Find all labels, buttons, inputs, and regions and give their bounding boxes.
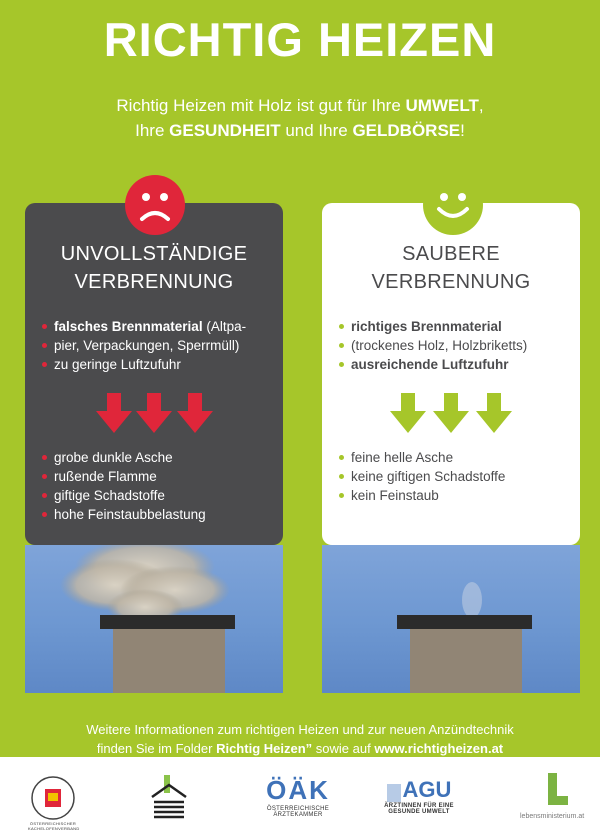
subtitle-bold-gesundheit: GESUNDHEIT bbox=[169, 121, 281, 140]
subtitle-text: und Ihre bbox=[280, 121, 353, 140]
list-item: grobe dunkle Asche bbox=[40, 448, 280, 467]
chimney-clean-photo bbox=[322, 545, 580, 693]
panel-clean-combustion bbox=[322, 203, 580, 545]
aerztekammer-logo: ÖÄK ÖSTERREICHISCHE ÄRZTEKAMMER bbox=[266, 775, 330, 818]
sad-face-icon bbox=[125, 175, 185, 235]
footer-line-1: Weitere Informationen zum richtigen Heizen und zur neuen Anzündtechnik bbox=[86, 722, 514, 737]
effects-list bbox=[337, 448, 577, 505]
subtitle-text: , bbox=[478, 96, 484, 115]
list-item: giftige Schadstoffe bbox=[40, 486, 280, 505]
heading-line: VERBRENNUNG bbox=[371, 271, 531, 293]
list-item: ausreichende Luftzufuhr bbox=[337, 355, 577, 374]
lebensministerium-logo: lebensministerium.at bbox=[520, 771, 594, 820]
subtitle-text: Richtig Heizen mit Holz ist gut für Ihre bbox=[116, 96, 406, 115]
effects-list bbox=[40, 448, 280, 524]
arrow-down-icon bbox=[134, 393, 174, 433]
list-item: richtiges Brennmaterial bbox=[337, 317, 577, 336]
list-item: rußende Flamme bbox=[40, 467, 280, 486]
subtitle-bold-umwelt: UMWELT bbox=[405, 96, 479, 115]
arrow-down-icon bbox=[94, 393, 134, 433]
arrows-red bbox=[25, 393, 283, 433]
panel-heading bbox=[25, 240, 283, 296]
subtitle bbox=[0, 93, 600, 143]
arrow-down-icon bbox=[388, 393, 428, 433]
house-chimney-logo bbox=[150, 775, 188, 819]
agu-mark-icon bbox=[387, 784, 401, 802]
causes-list bbox=[337, 317, 577, 374]
subtitle-bold-geldboerse: GELDBÖRSE bbox=[352, 121, 461, 140]
panel-incomplete-combustion bbox=[25, 203, 283, 545]
subtitle-text: Ihre bbox=[135, 121, 170, 140]
chimney-smoke-photo bbox=[25, 545, 283, 693]
list-item-continuation: (trockenes Holz, Holzbriketts) bbox=[337, 336, 577, 355]
list-item: feine helle Asche bbox=[337, 448, 577, 467]
agu-logo: AGU ÄRZTINNEN FÜR EINE GESUNDE UMWELT bbox=[384, 777, 454, 815]
kachelofenverband-logo: ÖSTERREICHISCHER KACHELOFENVERBAND bbox=[28, 775, 78, 831]
causes-list bbox=[40, 317, 280, 374]
website-link[interactable]: www.richtigheizen.at bbox=[374, 741, 504, 756]
heading-line: UNVOLLSTÄNDIGE bbox=[60, 243, 248, 265]
arrow-down-icon bbox=[431, 393, 471, 433]
list-item: zu geringe Luftzufuhr bbox=[40, 355, 280, 374]
subtitle-line-1 bbox=[0, 93, 600, 118]
arrow-down-icon bbox=[474, 393, 514, 433]
arrow-down-icon bbox=[175, 393, 215, 433]
list-item: hohe Feinstaubbelastung bbox=[40, 505, 280, 524]
logo-bar bbox=[0, 757, 600, 837]
page-title: RICHTIG HEIZEN bbox=[103, 13, 497, 66]
arrows-green bbox=[322, 393, 580, 433]
subtitle-text: ! bbox=[460, 121, 465, 140]
list-item: kein Feinstaub bbox=[337, 486, 577, 505]
heading-line: VERBRENNUNG bbox=[74, 271, 234, 293]
footer-info bbox=[0, 720, 600, 758]
happy-face-icon bbox=[423, 175, 483, 235]
list-item-continuation: pier, Verpackungen, Sperrmüll) bbox=[40, 336, 280, 355]
list-item: keine giftigen Schadstoffe bbox=[337, 467, 577, 486]
list-item: falsches Brennmaterial (Altpa- bbox=[40, 317, 280, 336]
panel-heading bbox=[322, 240, 580, 296]
footer-line-2: finden Sie im Folder Richtig Heizen” sowie auf www.richtigheizen.at bbox=[96, 741, 504, 756]
subtitle-line-2 bbox=[0, 118, 600, 143]
heading-line: SAUBERE bbox=[402, 243, 500, 265]
